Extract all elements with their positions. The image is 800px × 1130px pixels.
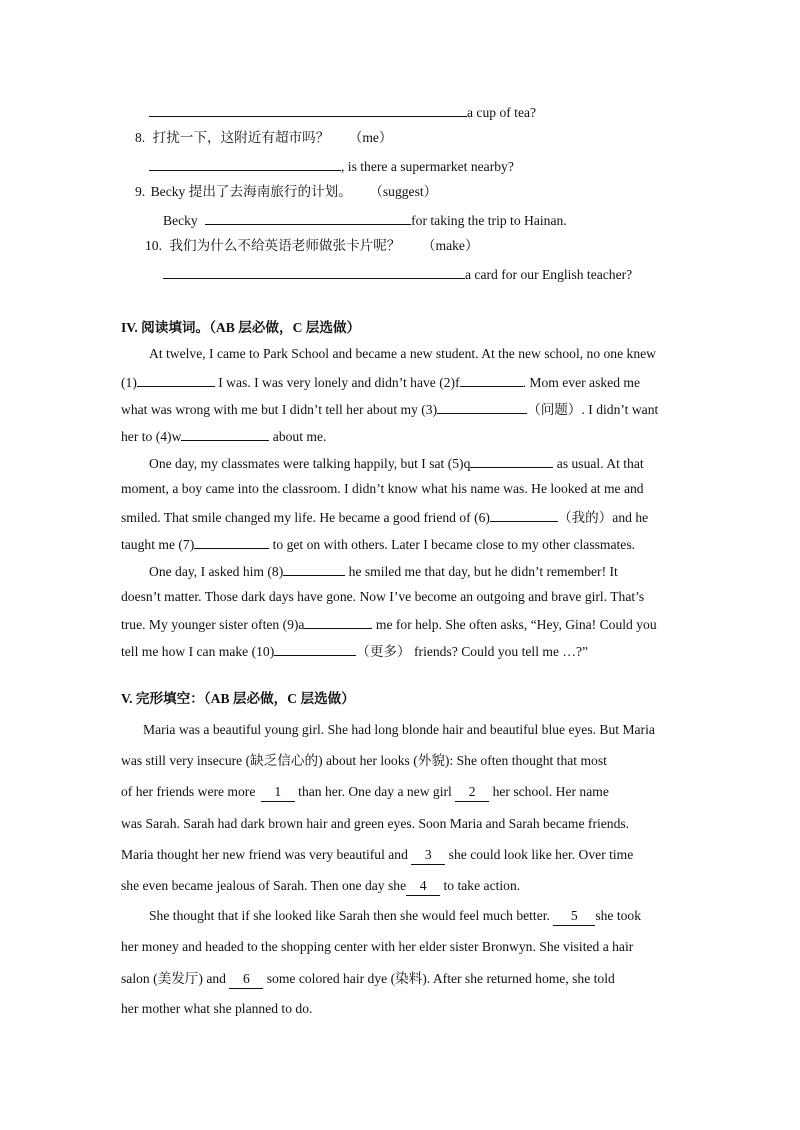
item10-hint: （make） [421,238,479,253]
item7-tail: a cup of tea? [467,105,537,120]
answer-blank-2[interactable] [460,372,523,387]
cloze-blank-4[interactable]: 4 [406,877,440,896]
cloze-line: Maria was a beautiful young girl. She had long blonde hair and beautiful blue eyes. But Maria [143,722,655,737]
item10-prompt: 10. 我们为什么不给英语老师做张卡片呢？ （make） [145,238,479,253]
passage-line: smiled. That smile changed my life. He became a good friend of (6) （我的）and he [121,507,648,527]
cloze-line: her money and headed to the shopping center with her elder sister Bronwyn. She visited a hair [121,939,634,954]
answer-blank-7[interactable] [194,534,269,549]
item7-line [149,102,536,122]
section-iv-heading: IV. 阅读填词。（AB 层必做，C 层选做） [121,320,361,335]
passage-line: At twelve, I came to Park School and became a new student. At the new school, no one knew [149,346,656,361]
item9-hint: （suggest） [369,184,438,199]
item8-hint: （me） [348,130,393,145]
passage-line: One day, I asked him (8) he smiled me that day, but he didn’t remember! It [149,561,618,581]
cloze-blank-3[interactable]: 3 [411,846,445,865]
cloze-line: She thought that if she looked like Sarah then she would feel much better. 5 she took [149,907,641,926]
answer-blank-4[interactable] [181,426,269,441]
item9-prompt: 9. Becky 提出了去海南旅行的计划。 （suggest） [135,184,438,199]
item8-prompt: 8. 打扰一下，这附近有超市吗？ （me） [135,130,393,145]
answer-blank-3[interactable] [437,399,527,414]
cloze-line: of her friends were more 1 than her. One day a new girl 2 her school. Her name [121,783,609,802]
item8-chinese: 打扰一下，这附近有超市吗？ [152,130,330,145]
passage-line: her to (4)w about me. [121,426,326,446]
passage-line: what was wrong with me but I didn’t tell her about my (3) （问题）. I didn’t want [121,399,658,419]
section-v-heading: V. 完形填空：（AB 层必做，C 层选做） [121,691,355,706]
answer-blank-8[interactable] [283,561,345,576]
cloze-blank-2[interactable]: 2 [455,783,489,802]
answer-blank-9[interactable] [304,614,372,629]
cloze-blank-6[interactable]: 6 [229,970,263,989]
passage-line: moment, a boy came into the classroom. I didn’t know what his name was. He looked at me and [121,481,644,496]
answer-blank[interactable] [149,102,467,117]
item8-line: , is there a supermarket nearby? [149,156,514,176]
answer-blank[interactable] [205,210,411,225]
answer-blank-6[interactable] [490,507,558,522]
answer-blank-5[interactable] [470,453,553,468]
cloze-line: Maria thought her new friend was very beautiful and 3 she could look like her. Over time [121,846,633,865]
cloze-line: was still very insecure (缺乏信心的) about her looks (外貌): She often thought that most [121,753,607,768]
passage-line: doesn’t matter. Those dark days have gone. Now I’ve become an outgoing and brave girl. That’s [121,589,645,604]
cloze-line: she even became jealous of Sarah. Then one day she 4 to take action. [121,877,520,896]
cloze-line: was Sarah. Sarah had dark brown hair and green eyes. Soon Maria and Sarah became friends. [121,816,630,831]
answer-blank-1[interactable] [137,372,215,387]
answer-blank[interactable] [163,264,465,279]
passage-line: (1) I was. I was very lonely and didn’t have (2)f . Mom ever asked me [121,372,640,392]
passage-line: One day, my classmates were talking happily, but I sat (5)q as usual. At that [149,453,644,473]
answer-blank-10[interactable] [274,641,356,656]
passage-line: tell me how I can make (10) （更多） friends? Could you tell me …?” [121,641,588,661]
item9-chinese: Becky 提出了去海南旅行的计划。 [150,184,352,199]
item10-chinese: 我们为什么不给英语老师做张卡片呢？ [169,238,401,253]
item10-line: a card for our English teacher? [163,264,632,284]
passage-line: true. My younger sister often (9)a me for help. She often asks, “Hey, Gina! Could you [121,614,657,634]
cloze-line: her mother what she planned to do. [121,1001,313,1016]
item9-line: Becky for taking the trip to Hainan. [163,210,567,230]
cloze-blank-1[interactable]: 1 [261,783,295,802]
cloze-line: salon (美发厅) and 6 some colored hair dye (染料). After she returned home, she told [121,970,615,989]
passage-line: taught me (7) to get on with others. Later I became close to my other classmates. [121,534,635,554]
cloze-blank-5[interactable]: 5 [553,907,595,926]
answer-blank[interactable] [149,156,341,171]
